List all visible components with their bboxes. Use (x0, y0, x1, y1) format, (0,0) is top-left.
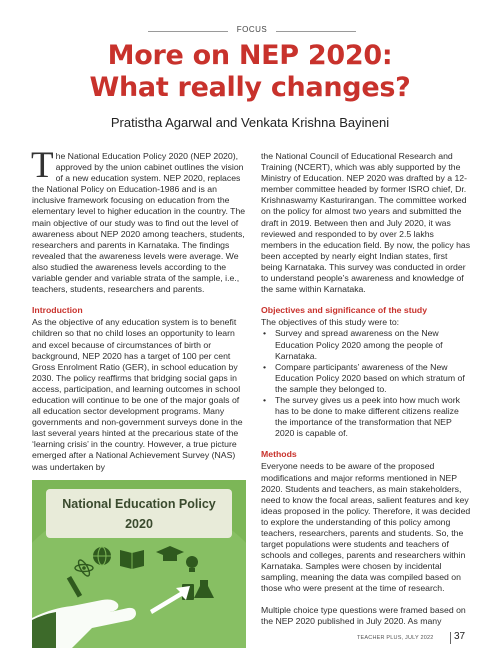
methods-heading: Methods (261, 449, 297, 460)
publication-footer: TEACHER PLUS, JULY 2022 (357, 635, 434, 641)
globe-icon (93, 547, 111, 565)
objectives-lead: The objectives of this study were to: (261, 317, 400, 328)
list-item: • Survey and spread awareness on the New Education Policy 2020 among the people of Karnataka. (261, 328, 471, 361)
introduction-text: As the objective of any education system is to benefit children so that no child loses an opportunity to learn and excel because of circumstances of birth or background, NEP 2020 has a target of 100 per cent Gross Enrolment Ratio (GER), in school education by 2030. The policy reaffirms that bridging social gaps in access, participation, and learning outcomes in school education will continue to be one of the major goals of all education sector development programs. Many governments and non-government surveys done in the last several years hinted at the precarious state of the ‘learning crisis’ in the country. However, a true picture emerged after a National Achievement Survey (NAS) was undertaken by (32, 317, 243, 472)
section-rule-left (148, 31, 228, 32)
left-column (31, 145, 246, 483)
article-title (0, 40, 500, 104)
methods-paragraph-1: Everyone needs to be aware of the proposed modifications and major reforms mentioned in NEP 2020. Students and teachers, as main stakeholders, need to know the focal areas, salient features and key ideas proposed in the policy. Therefore, it was decided to explore the understanding of this policy among teachers, researchers, parents and students. So, the target populations were students and teachers of schools and colleges, parents and researchers within Karnataka. Samples were chosen by incidental sampling, meaning the data was compiled based on those who were present at the time of research. (261, 461, 471, 594)
nep-illustration (32, 480, 246, 648)
section-rule-right (276, 31, 356, 32)
right-intro-text: the National Council of Educational Research and Training (NCERT), which was ably supported by the Ministry of Education. NEP 2020 was drafted by a 12-member committee headed by former ISRO chief, Dr. Krishnaswamy Kasturirangan. The committee worked on the policy for almost two years and submitted the draft in 2019. Between then and July 2020, it was reviewed and responded to by over 2.5 lakhs members in the education field. By now, the policy has been accepted by nearly eight Indian states, first being Karnataka. This survey was conducted in order to understand people’s awareness and knowledge of the same within Karnataka. (261, 151, 471, 295)
right-column (261, 151, 471, 637)
introduction-heading: Introduction (32, 305, 83, 316)
nep-illustration-graphic (32, 480, 246, 648)
banner-year: 2020 (125, 517, 153, 531)
article-authors: Pratistha Agarwal and Venkata Krishna Bayineni (110, 115, 390, 130)
title-line-1: More on NEP 2020: (107, 40, 393, 71)
intro-paragraph (31, 145, 246, 295)
footer-divider (450, 632, 451, 644)
intro-text: he National Education Policy 2020 (NEP 2020), approved by the union cabinet outlines the vision of a new education system. NEP 2020, replaces the National Policy on Education-1986 and is an inclusive framework focusing on education from the elementary level to higher education in the country. The main objective of our study was to find out the level of awareness about NEP 2020 among teachers, students, researchers and parents in Karnataka. The findings revealed that the awareness levels were average. We also studied the awareness levels according to the variable gender and variable strata of the sample, i.e., teachers, students, researchers and parents. (32, 151, 246, 295)
page-number: 37 (454, 631, 466, 642)
dropcap: T (31, 145, 54, 186)
methods-paragraph-2: Multiple choice type questions were framed based on the NEP 2020 published in July 2020. As many (261, 604, 466, 626)
title-line-2: What really changes? (89, 72, 411, 103)
objectives-heading: Objectives and significance of the study (261, 305, 428, 316)
banner-title: National Education Policy (62, 497, 216, 511)
objectives-list (261, 328, 471, 439)
list-item: • The survey gives us a peek into how much work has to be done to make different citizens realize the importance of the transformation that NEP 2020 is capable of. (261, 395, 471, 439)
section-label: FOCUS (236, 25, 268, 34)
list-item: • Compare participants’ awareness of the New Education Policy 2020 based on which stratum of the sample they belonged to. (261, 362, 471, 395)
